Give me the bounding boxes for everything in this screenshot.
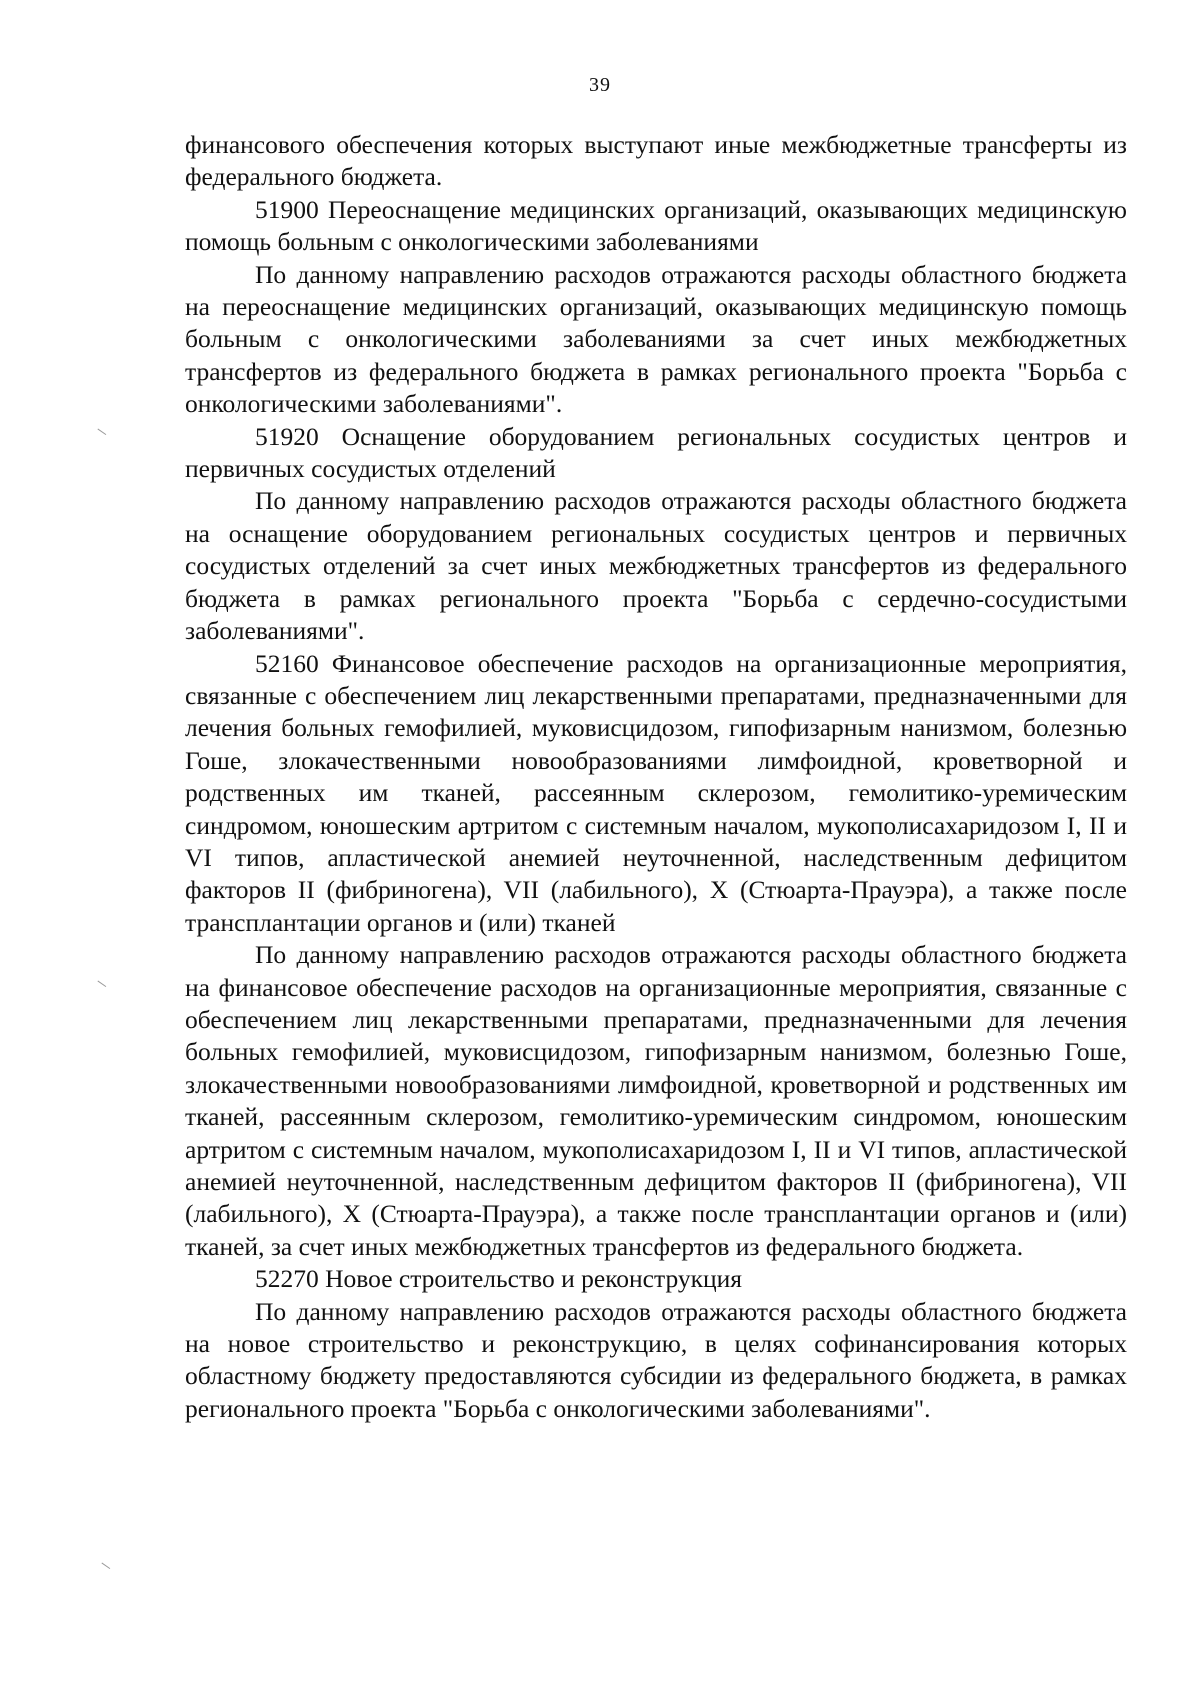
paragraph-51920-description: По данному направлению расходов отражаются расходы областного бюджета на оснащение оборудованием региональных сосудистых центров и первичных сосудистых отделений за счет иных межбюджетных трансфертов из федерального бюджета в рамках регионального проекта "Борьба с сердечно-сосудистыми заболеваниями". — [185, 486, 1127, 646]
scan-artifact-mark — [100, 1562, 110, 1571]
paragraph-52160-description: По данному направлению расходов отражаются расходы областного бюджета на финансовое обеспечение расходов на организационные мероприятия, связанные с обеспечением лиц лекарственными препаратами, предназначенными для лечения больных гемофилией, муковисцидозом, гипофизарным нанизмом, болезнью Гоше, злокачественными новообразованиями лимфоидной, кроветворной и родственных им тканей, рассеянным склерозом, гемолитико-уремическим синдромом, юношеским артритом с системным началом, мукополисахаридозом I, II и VI типов, апластической анемией неуточненной, наследственным дефицитом факторов II (фибриногена), VII (лабильного), X (Стюарта-Прауэра), а также после трансплантации органов и (или) тканей, за счет иных межбюджетных трансфертов из федерального бюджета. — [185, 940, 1127, 1261]
scan-artifact-mark — [96, 980, 106, 989]
document-body — [185, 129, 1127, 1425]
page-number: 39 — [589, 74, 611, 96]
paragraph-51900-description: По данному направлению расходов отражаются расходы областного бюджета на переоснащение медицинских организаций, оказывающих медицинскую помощь больным с онкологическими заболеваниями за счет иных межбюджетных трансфертов из федерального бюджета в рамках регионального проекта "Борьба с онкологическими заболеваниями". — [185, 259, 1127, 419]
section-heading-51920: 51920 Оснащение оборудованием региональных сосудистых центров и первичных сосудистых отделений — [185, 421, 1127, 484]
section-heading-52270: 52270 Новое строительство и реконструкция — [255, 1264, 743, 1294]
section-heading-51900: 51900 Переоснащение медицинских организаций, оказывающих медицинскую помощь больным с онкологическими заболеваниями — [185, 194, 1127, 257]
paragraph-continuation: финансового обеспечения которых выступают иные межбюджетные трансферты из федерального бюджета. — [185, 130, 1127, 192]
scan-artifact-mark — [96, 428, 106, 437]
paragraph-52270-description: По данному направлению расходов отражаются расходы областного бюджета на новое строительство и реконструкцию, в целях софинансирования которых областному бюджету предоставляются субсидии из федерального бюджета, в рамках регионального проекта "Борьба с онкологическими заболеваниями". — [185, 1296, 1127, 1423]
section-heading-52160: 52160 Финансовое обеспечение расходов на организационные мероприятия, связанные с обеспечением лиц лекарственными препаратами, предназначенными для лечения больных гемофилией, муковисцидозом, гипофизарным нанизмом, болезнью Гоше, злокачественными новообразованиями лимфоидной, кроветворной и родственных им тканей, рассеянным склерозом, гемолитико-уремическим синдромом, юношеским артритом с системным началом, мукополисахаридозом I, II и VI типов, апластической анемией неуточненной, наследственным дефицитом факторов II (фибриногена), VII (лабильного), X (Стюарта-Прауэра), а также после трансплантации органов и (или) тканей — [185, 648, 1127, 937]
